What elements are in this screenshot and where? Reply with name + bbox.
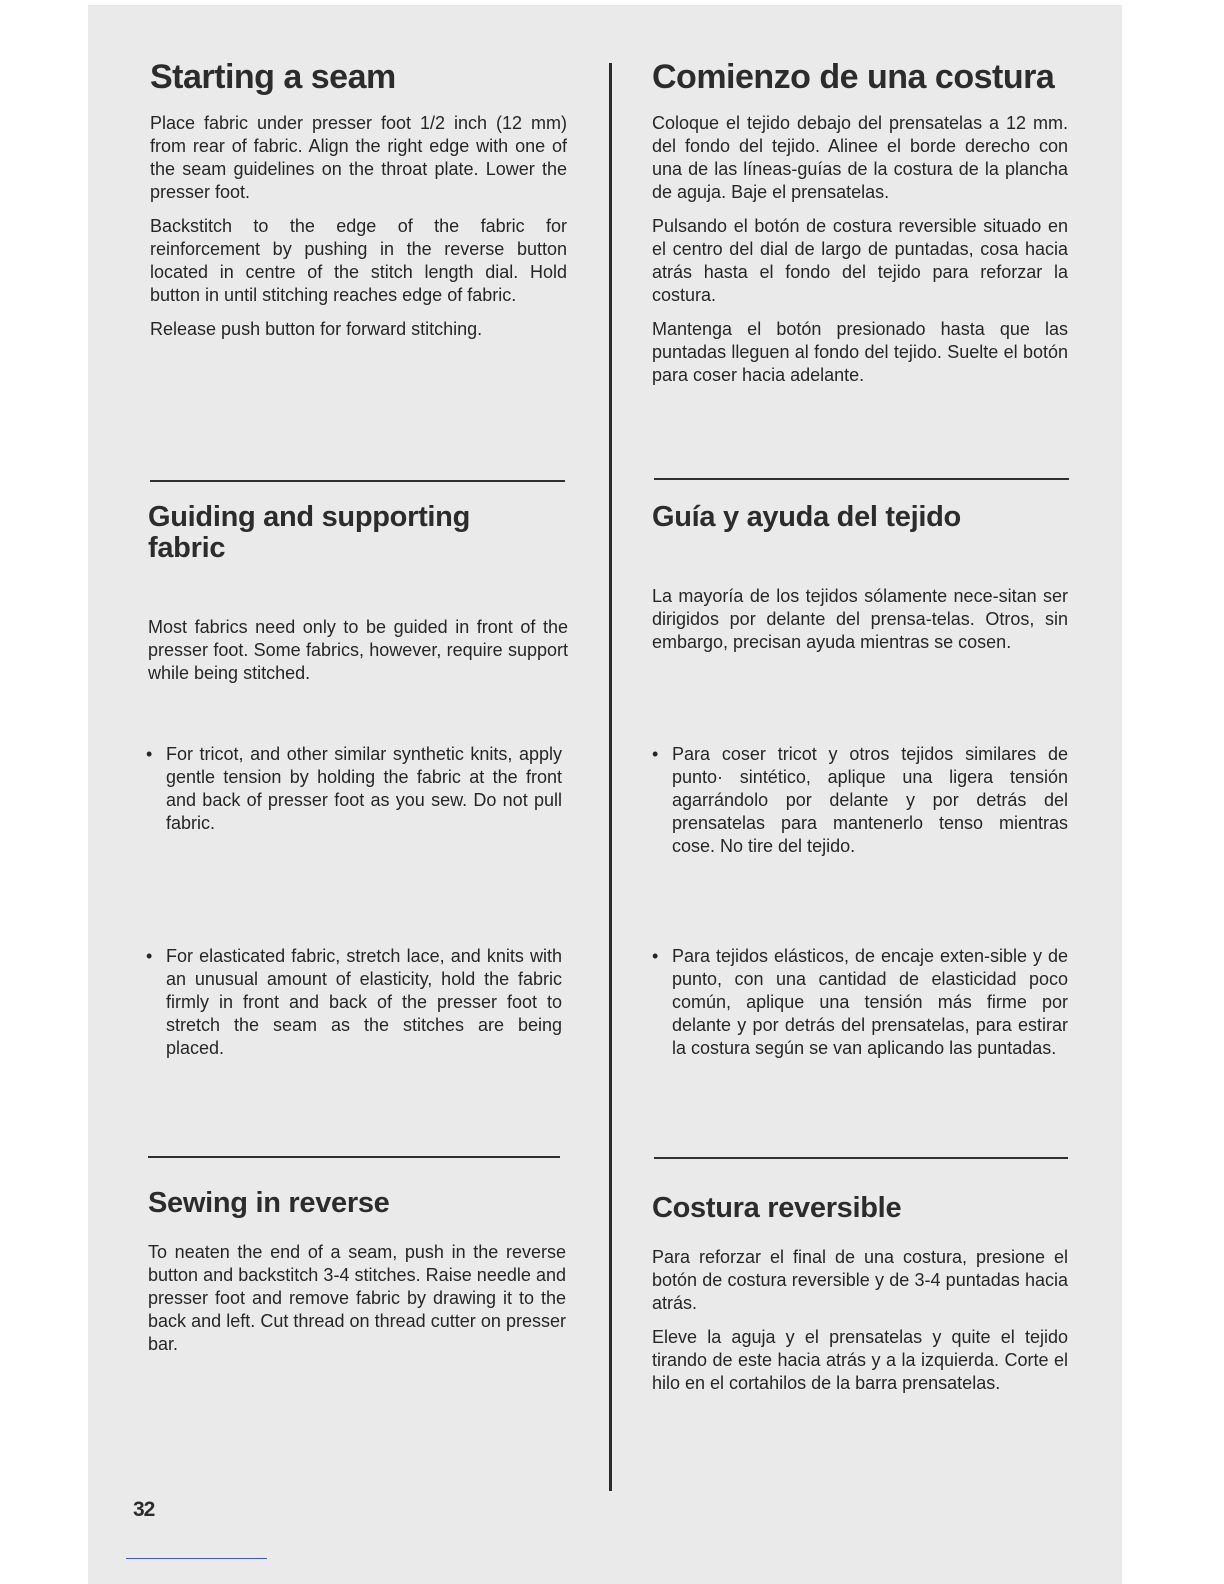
paragraph: Eleve la aguja y el prensatelas y quite el tejido tirando de este hacia atrás y a la izquierda. Corte el hilo en el cortahilos de la barra prensatelas. xyxy=(652,1327,1068,1393)
bullet-elastic-en xyxy=(146,945,562,1071)
section-sewing-reverse-en xyxy=(148,1188,566,1367)
paragraph: Pulsando el botón de costura reversible situado en el centro del dial de largo de puntadas, cosa hacia atrás hasta el fondo del tejido para reforzar la costura. xyxy=(652,216,1068,305)
section-title: Guía y ayuda del tejido xyxy=(652,501,961,533)
footer-line xyxy=(126,1558,267,1559)
section-rule xyxy=(654,1157,1068,1159)
section-rule xyxy=(150,480,565,482)
section-title: Sewing in reverse xyxy=(148,1187,390,1219)
section-rule xyxy=(654,478,1069,480)
section-title: Costura reversible xyxy=(652,1192,902,1224)
bullet-item: • For tricot, and other similar synthetic knits, apply gentle tension by holding the fabric at the front and back of presser foot as you sew. Do not pull fabric. xyxy=(146,743,562,835)
paragraph: To neaten the end of a seam, push in the reverse button and backstitch 3-4 stitches. Raise needle and presser foot and remove fabric by drawing it to the back and left. Cut thread on thread cutter on presser bar. xyxy=(148,1242,566,1354)
section-title: Guiding and supporting fabric xyxy=(148,501,471,564)
section-title: Comienzo de una costura xyxy=(652,58,1055,96)
paragraph: Coloque el tejido debajo del prensatelas a 12 mm. del fondo del tejido. Alinee el borde derecho con una de las líneas-guías de la costura de la plancha de aguja. Baje el prensatelas. xyxy=(652,113,1068,202)
paragraph: Most fabrics need only to be guided in front of the presser foot. Some fabrics, however, require support while being stitched. xyxy=(148,617,568,683)
paragraph: Mantenga el botón presionado hasta que las puntadas lleguen al fondo del tejido. Suelte el botón para coser hacia adelante. xyxy=(652,319,1068,385)
section-rule xyxy=(148,1156,560,1158)
paragraph: Para reforzar el final de una costura, presione el botón de costura reversible y de 3-4 puntadas hacia atrás. xyxy=(652,1247,1068,1313)
bullet-item: • Para tejidos elásticos, de encaje exten-sible y de punto, con una cantidad de elasticidad poco común, aplique una tensión más firme por delante y por detrás del prensatelas, para estirar la costura según se van aplicando las puntadas. xyxy=(652,945,1068,1060)
paragraph: Release push button for forward stitching. xyxy=(150,319,483,339)
bullet-elastic-es xyxy=(652,945,1068,1071)
column-divider xyxy=(609,63,612,1491)
section-guiding-fabric-en xyxy=(148,502,568,696)
bullet-item: • Para coser tricot y otros tejidos similares de punto· sintético, aplique una ligera tensión agarrándolo por delante y por detrás del prensatelas para mantenerlo tenso mientras cose. No tire del tejido. xyxy=(652,743,1068,858)
paragraph: Backstitch to the edge of the fabric for reinforcement by pushing in the reverse button located in centre of the stitch length dial. Hold button in until stitching reaches edge of fabric. xyxy=(150,216,567,305)
section-starting-a-seam-en xyxy=(150,58,567,352)
section-guia-tejido-es xyxy=(652,502,1068,665)
bullet-item: • For elasticated fabric, stretch lace, and knits with an unusual amount of elasticity, hold the fabric firmly in front and back of the presser foot to stretch the seam as the stitches are being placed. xyxy=(146,945,562,1060)
section-costura-reversible-es xyxy=(652,1193,1068,1406)
bullet-tricot-en xyxy=(146,743,562,846)
page-number: 32 xyxy=(133,1498,155,1521)
paragraph: Place fabric under presser foot 1/2 inch (12 mm) from rear of fabric. Align the right edge with one of the seam guidelines on the throat plate. Lower the presser foot. xyxy=(150,113,567,202)
section-title: Starting a seam xyxy=(150,58,396,96)
bullet-tricot-es xyxy=(652,743,1068,869)
paragraph: La mayoría de los tejidos sólamente nece-sitan ser dirigidos por delante del prensa-telas. Otros, sin embargo, precisan ayuda mientras se cosen. xyxy=(652,586,1068,652)
section-comienzo-costura-es xyxy=(652,58,1068,398)
